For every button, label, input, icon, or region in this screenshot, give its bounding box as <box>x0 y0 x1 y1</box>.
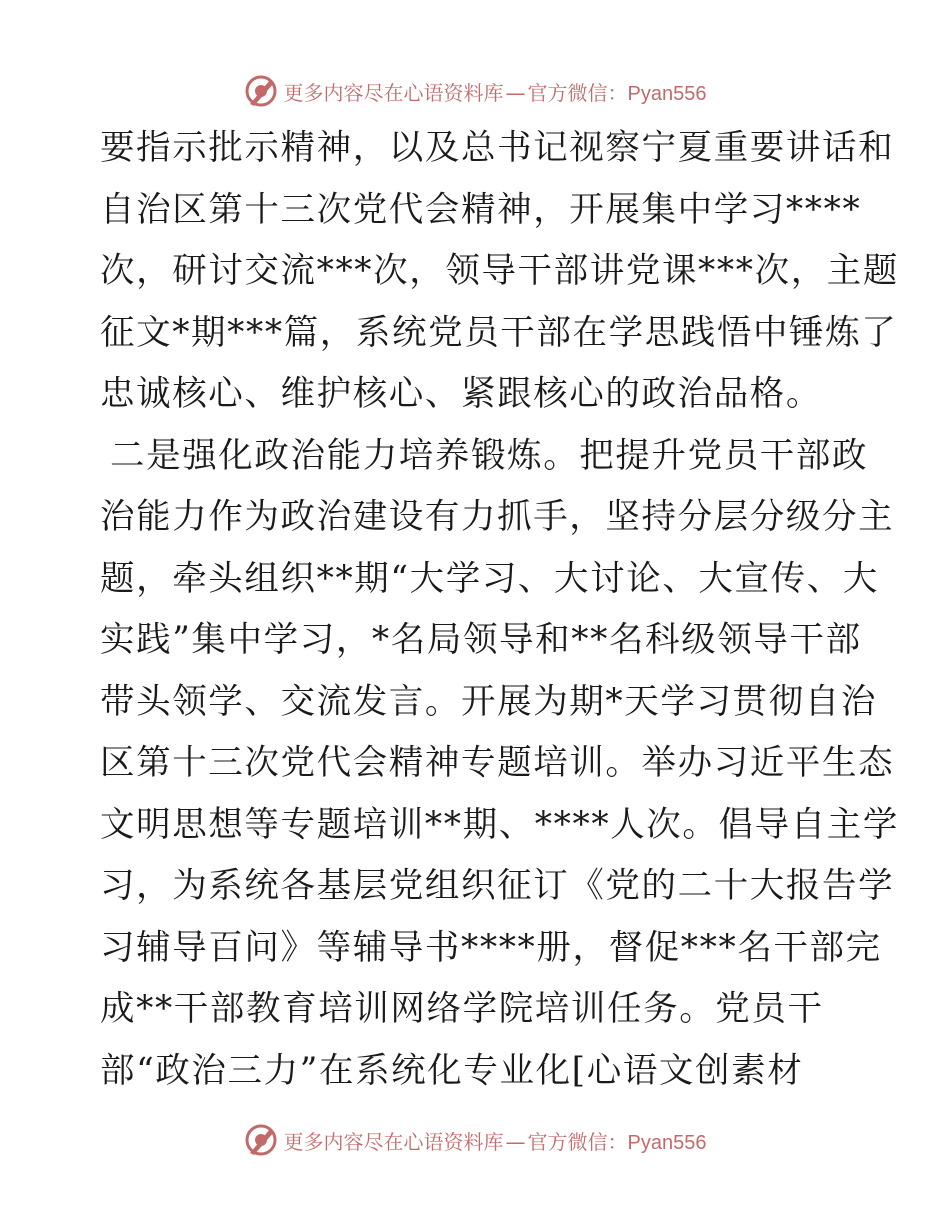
body-line: 实践”集中学习，*名局领导和**名科级领导干部 <box>100 620 862 660</box>
body-line: 习，为系统各基层党组织征订《党的二十大报告学 <box>100 866 895 906</box>
body-line: 忠诚核心、维护核心、紧跟核心的政治品格。 <box>100 374 822 414</box>
body-line: 征文*期***篇，系统党员干部在学思践悟中锤炼了 <box>100 312 898 353</box>
document-body <box>100 118 899 1102</box>
footer-watermark <box>0 1120 950 1160</box>
body-line: 文明思想等专题培训**期、****人次。倡导自主学 <box>100 804 899 845</box>
logo-pen-circle-icon <box>244 74 278 108</box>
body-line: 习辅导百问》等辅导书****册，督促***名干部完 <box>100 927 882 968</box>
footer-site-text: 更多内容尽在心语资料库 <box>283 1129 504 1154</box>
header-site-text: 更多内容尽在心语资料库 <box>283 80 504 105</box>
body-line: 带头领学、交流发言。开展为期*天学习贯彻自治 <box>100 681 877 722</box>
body-line: 成**干部教育培训网络学院培训任务。党员干 <box>100 989 824 1029</box>
footer-dash: — <box>505 1129 526 1154</box>
header-wechat-label: 官方微信： <box>527 80 628 105</box>
body-line: 部“政治三力”在系统化专业化[心语文创素材 <box>100 1050 804 1091</box>
footer-wechat-handle: Pyan556 <box>627 1131 707 1154</box>
section-heading-line: 二是强化政治能力培养锻炼。把提升党员干部政 <box>110 435 869 476</box>
body-line: 区第十三次党代会精神专题培训。举办习近平生态 <box>100 743 895 783</box>
logo-pen-circle-icon <box>244 1123 278 1157</box>
header-wechat-handle: Pyan556 <box>627 82 707 105</box>
body-line: 次，研讨交流***次，领导干部讲党课***次，主题 <box>100 251 899 291</box>
body-line: 治能力作为政治建设有力抓手，坚持分层分级分主 <box>100 497 895 537</box>
header-watermark <box>0 71 950 111</box>
footer-wechat-label: 官方微信： <box>527 1129 628 1154</box>
body-line: 自治区第十三次党代会精神，开展集中学习**** <box>100 189 862 230</box>
header-text-group <box>284 77 707 106</box>
body-line: 要指示批示精神，以及总书记视察宁夏重要讲话和 <box>100 128 895 168</box>
body-line: 题，牵头组织**期“大学习、大讨论、大宣传、大 <box>100 558 879 599</box>
header-dash: — <box>505 80 526 105</box>
footer-text-group <box>284 1126 707 1155</box>
